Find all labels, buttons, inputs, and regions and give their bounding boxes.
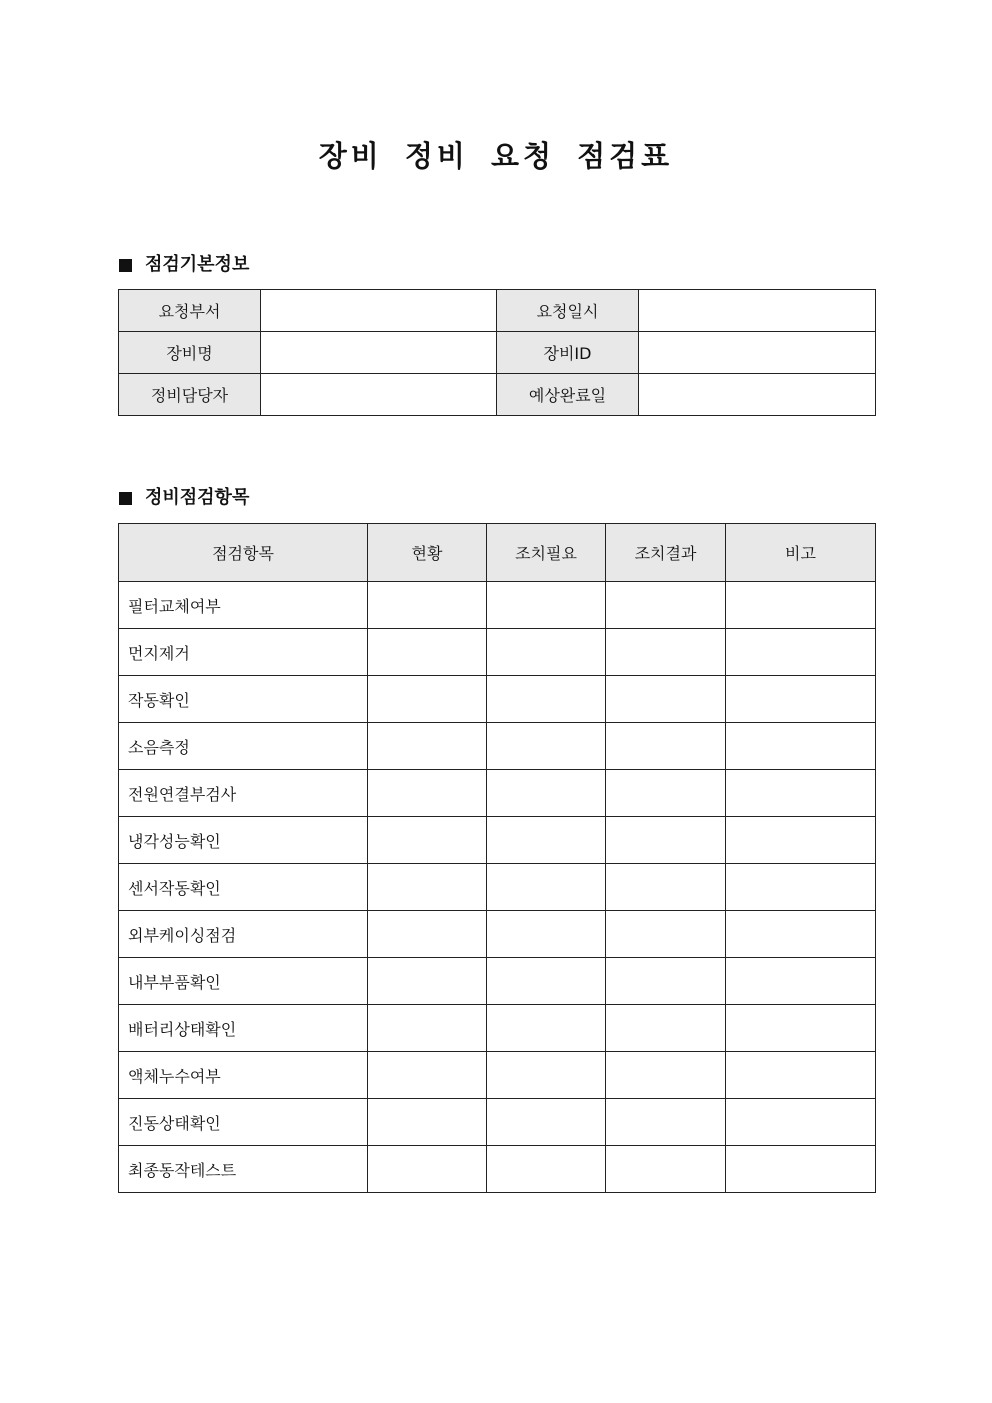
action-result-cell[interactable] [606, 770, 726, 817]
action-result-cell[interactable] [606, 911, 726, 958]
inspection-item-label: 냉각성능확인 [119, 817, 368, 864]
table-row [119, 1005, 876, 1052]
status-cell[interactable] [368, 958, 487, 1005]
action-result-cell[interactable] [606, 676, 726, 723]
status-cell[interactable] [368, 1099, 487, 1146]
remarks-cell[interactable] [726, 1005, 876, 1052]
action-result-cell[interactable] [606, 723, 726, 770]
action-result-cell[interactable] [606, 1146, 726, 1193]
equipment-name-field[interactable] [261, 332, 497, 374]
label-cell: 장비명 [119, 332, 261, 374]
table-row [119, 676, 876, 723]
action-needed-cell[interactable] [487, 864, 606, 911]
action-result-cell[interactable] [606, 1005, 726, 1052]
column-header: 비고 [726, 524, 876, 582]
remarks-cell[interactable] [726, 723, 876, 770]
inspection-item-label: 센서작동확인 [119, 864, 368, 911]
status-cell[interactable] [368, 1146, 487, 1193]
maintenance-manager-field[interactable] [261, 374, 497, 416]
remarks-cell[interactable] [726, 1146, 876, 1193]
action-result-cell[interactable] [606, 864, 726, 911]
inspection-item-label: 소음측정 [119, 723, 368, 770]
expected-completion-date-field[interactable] [639, 374, 876, 416]
status-cell[interactable] [368, 582, 487, 629]
status-cell[interactable] [368, 911, 487, 958]
table-header-row [119, 524, 876, 582]
status-cell[interactable] [368, 629, 487, 676]
inspection-item-label: 액체누수여부 [119, 1052, 368, 1099]
status-cell[interactable] [368, 770, 487, 817]
remarks-cell[interactable] [726, 676, 876, 723]
action-needed-cell[interactable] [487, 629, 606, 676]
table-row [119, 864, 876, 911]
action-needed-cell[interactable] [487, 1099, 606, 1146]
inspection-item-label: 내부부품확인 [119, 958, 368, 1005]
document-title: 장비 정비 요청 점검표 [318, 139, 674, 173]
status-cell[interactable] [368, 817, 487, 864]
column-header: 조치결과 [606, 524, 726, 582]
column-header: 현황 [368, 524, 487, 582]
inspection-item-label: 최종동작테스트 [119, 1146, 368, 1193]
status-cell[interactable] [368, 723, 487, 770]
square-bullet-icon [119, 259, 132, 272]
inspection-item-label: 먼지제거 [119, 629, 368, 676]
action-result-cell[interactable] [606, 582, 726, 629]
table-row [119, 1099, 876, 1146]
remarks-cell[interactable] [726, 958, 876, 1005]
action-needed-cell[interactable] [487, 958, 606, 1005]
label-cell: 요청일시 [497, 290, 639, 332]
inspection-item-label: 작동확인 [119, 676, 368, 723]
table-row [119, 1146, 876, 1193]
action-needed-cell[interactable] [487, 676, 606, 723]
table-row [119, 1052, 876, 1099]
section-heading-label: 정비점검항목 [145, 487, 250, 508]
action-result-cell[interactable] [606, 817, 726, 864]
section-heading-inspection [119, 486, 249, 510]
table-row [119, 332, 876, 374]
column-header: 점검항목 [119, 524, 368, 582]
label-cell: 예상완료일 [497, 374, 639, 416]
basic-info-table [118, 289, 876, 416]
remarks-cell[interactable] [726, 864, 876, 911]
action-needed-cell[interactable] [487, 1146, 606, 1193]
action-result-cell[interactable] [606, 958, 726, 1005]
remarks-cell[interactable] [726, 770, 876, 817]
label-cell: 장비ID [497, 332, 639, 374]
inspection-item-label: 배터리상태확인 [119, 1005, 368, 1052]
status-cell[interactable] [368, 1005, 487, 1052]
table-row [119, 911, 876, 958]
inspection-item-label: 필터교체여부 [119, 582, 368, 629]
status-cell[interactable] [368, 676, 487, 723]
label-cell: 정비담당자 [119, 374, 261, 416]
status-cell[interactable] [368, 864, 487, 911]
remarks-cell[interactable] [726, 629, 876, 676]
section-heading-basic-info [119, 253, 249, 277]
action-result-cell[interactable] [606, 629, 726, 676]
action-needed-cell[interactable] [487, 1005, 606, 1052]
request-department-field[interactable] [261, 290, 497, 332]
table-row [119, 958, 876, 1005]
remarks-cell[interactable] [726, 817, 876, 864]
remarks-cell[interactable] [726, 582, 876, 629]
table-row [119, 374, 876, 416]
equipment-id-field[interactable] [639, 332, 876, 374]
inspection-item-label: 전원연결부검사 [119, 770, 368, 817]
inspection-item-label: 외부케이싱점검 [119, 911, 368, 958]
remarks-cell[interactable] [726, 1099, 876, 1146]
action-needed-cell[interactable] [487, 582, 606, 629]
column-header: 조치필요 [487, 524, 606, 582]
label-cell: 요청부서 [119, 290, 261, 332]
table-row [119, 817, 876, 864]
action-needed-cell[interactable] [487, 770, 606, 817]
inspection-table [118, 523, 876, 1193]
table-row [119, 770, 876, 817]
action-result-cell[interactable] [606, 1052, 726, 1099]
action-needed-cell[interactable] [487, 723, 606, 770]
request-datetime-field[interactable] [639, 290, 876, 332]
table-row [119, 582, 876, 629]
square-bullet-icon [119, 492, 132, 505]
remarks-cell[interactable] [726, 1052, 876, 1099]
action-result-cell[interactable] [606, 1099, 726, 1146]
action-needed-cell[interactable] [487, 1052, 606, 1099]
table-row [119, 629, 876, 676]
table-row [119, 723, 876, 770]
action-needed-cell[interactable] [487, 911, 606, 958]
remarks-cell[interactable] [726, 911, 876, 958]
action-needed-cell[interactable] [487, 817, 606, 864]
status-cell[interactable] [368, 1052, 487, 1099]
table-row [119, 290, 876, 332]
inspection-item-label: 진동상태확인 [119, 1099, 368, 1146]
section-heading-label: 점검기본정보 [145, 254, 250, 275]
